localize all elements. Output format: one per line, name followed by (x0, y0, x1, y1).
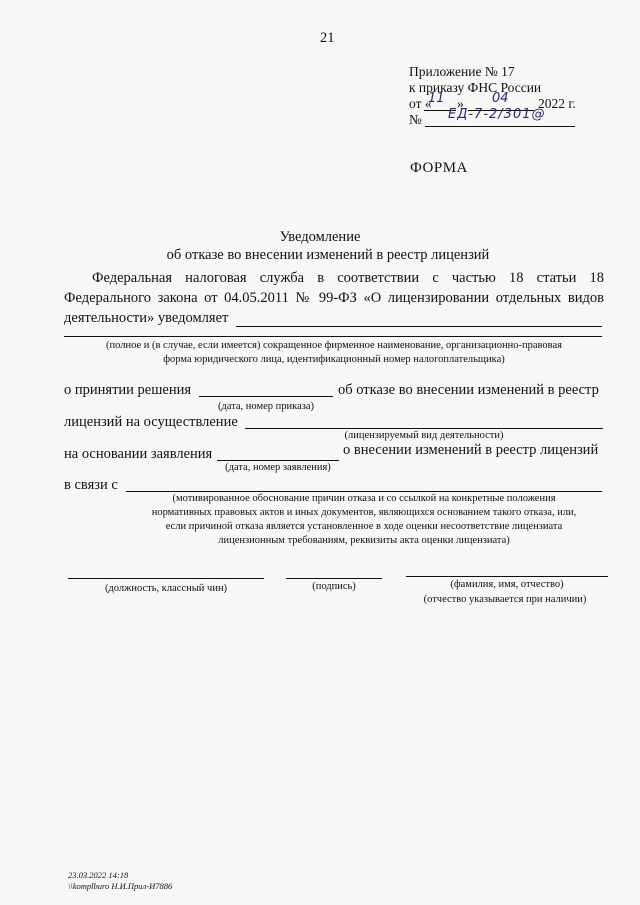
caption-order: (дата, номер приказа) (217, 401, 315, 412)
notice-title: Уведомление (279, 229, 361, 245)
license-prefix: лицензий на осуществление (64, 414, 238, 430)
reason-caption-1: (мотивированное обоснование причин отказа и со ссылкой на конкретные положения (172, 493, 556, 504)
appendix-label: Приложение № 17 (409, 64, 515, 79)
application-prefix: на основании заявления (64, 446, 213, 462)
application-suffix: о внесении изменений в реестр лицензий (343, 442, 599, 458)
name-caption: (фамилия, имя, отчество) (450, 579, 564, 590)
signature-caption: (подпись) (312, 581, 356, 592)
paragraph-line-1: Федеральная налоговая служба в соответствии с частью 18 статьи 18 (92, 270, 604, 286)
position-line (68, 578, 264, 579)
notice-subtitle: об отказе во внесении изменений в реестр лицензий (166, 247, 490, 263)
decision-prefix: о принятии решения (64, 382, 192, 398)
page-number: 21 (320, 30, 335, 46)
signature-line (286, 578, 382, 579)
name-line (406, 576, 608, 577)
footer-file-ref: \\komplburo Н.И.Прил-И7886 (68, 881, 173, 891)
caption-activity: (лицензируемый вид деятельности) (344, 430, 504, 441)
date-sep: » (457, 96, 464, 111)
caption-org-1: (полное и (в случае, если имеется) сокращенное фирменное наименование, организационно-правовая (105, 340, 562, 351)
number-prefix: № (409, 112, 422, 127)
number-handwritten: ЕД-7-2/301@ (448, 107, 546, 122)
order-date-line (199, 396, 333, 397)
paragraph-line-3: деятельности» уведомляет (64, 310, 229, 326)
due-prefix: в связи с (64, 477, 118, 493)
patronymic-note: (отчество указывается при наличии) (423, 594, 587, 605)
date-day-handwritten: 11 (428, 91, 445, 106)
reason-line (126, 491, 602, 492)
date-prefix: от « (409, 96, 432, 111)
form-label: ФОРМА (410, 160, 468, 176)
activity-line (245, 428, 603, 429)
order-ref: к приказу ФНС России (409, 80, 542, 95)
number-line (425, 126, 575, 127)
footer-timestamp: 23.03.2022 14:18 (68, 870, 129, 880)
decision-suffix: об отказе во внесении изменений в реестр (338, 382, 599, 398)
date-month-handwritten: 04 (492, 91, 509, 106)
reason-caption-4: лицензионным требованиям, реквизиты акта оценки лицензиата) (218, 535, 510, 546)
org-name-line-2 (64, 336, 602, 337)
caption-application: (дата, номер заявления) (225, 462, 331, 473)
position-caption: (должность, классный чин) (104, 583, 228, 594)
caption-org-2: форма юридического лица, идентификационный номер налогоплательщика) (163, 354, 505, 365)
paragraph-line-2: Федерального закона от 04.05.2011 № 99-ФЗ «О лицензировании отдельных видов (64, 290, 604, 306)
reason-caption-2: нормативных правовых актов и иных документов, являющихся основанием такого отказа, или, (151, 507, 577, 518)
reason-caption-3: если причиной отказа является установленное в ходе оценки несоответствие лицензиата (165, 521, 563, 532)
org-name-line-1 (236, 326, 602, 327)
application-date-line (217, 460, 339, 461)
date-year: 2022 г. (538, 96, 576, 111)
